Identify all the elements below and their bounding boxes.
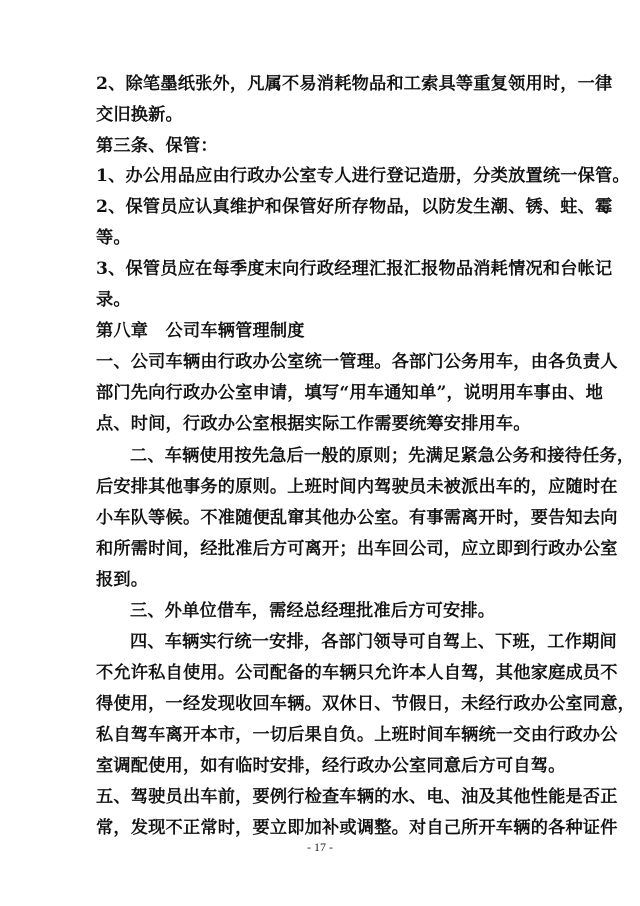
text-line: 2、保管员应认真维护和保管好所存物品，以防发生潮、锈、蛀、霉 bbox=[96, 197, 613, 217]
text-line: 部门先向行政办公室申请，填写“用车通知单”，说明用车事由、地 bbox=[96, 383, 604, 403]
text-line: 报到。 bbox=[96, 570, 149, 590]
text-line: 五、驾驶员出车前，要例行检查车辆的水、电、油及其他性能是否正 bbox=[96, 787, 618, 807]
text-line: 四、车辆实行统一安排，各部门领导可自驾上、下班，工作期间 bbox=[130, 632, 617, 652]
text-line: 点、时间，行政办公室根据实际工作需要统筹安排用车。 bbox=[96, 414, 531, 434]
text-line: 常，发现不正常时，要立即加补或调整。对自己所开车辆的各种证件 bbox=[96, 818, 618, 838]
page-number: - 17 - bbox=[307, 840, 333, 854]
text-line: 私自驾车离开本市，一切后果自负。上班时间车辆统一交由行政办公 bbox=[96, 725, 618, 745]
text-line: 室调配使用，如有临时安排，经行政办公室同意后方可自驾。 bbox=[96, 756, 566, 776]
text-line: 后安排其他事务的原则。上班时间内驾驶员未被派出车的，应随时在 bbox=[96, 477, 618, 497]
section-heading: 第三条、保管： bbox=[96, 136, 218, 156]
text-line: 1、办公用品应由行政办公室专人进行登记造册，分类放置统一保管。 bbox=[96, 166, 630, 186]
text-line: 等。 bbox=[96, 228, 131, 248]
text-line: 二、车辆使用按先急后一般的原则；先满足紧急公务和接待任务， bbox=[130, 446, 635, 466]
text-line: 2、除笔墨纸张外，凡属不易消耗物品和工索具等重复领用时，一律 bbox=[96, 74, 613, 94]
text-line: 录。 bbox=[96, 290, 131, 310]
chapter-heading: 第八章 公司车辆管理制度 bbox=[96, 321, 305, 341]
text-line: 三、外单位借车，需经总经理批准后方可安排。 bbox=[130, 601, 496, 621]
text-line: 不允许私自使用。公司配备的车辆只允许本人自驾，其他家庭成员不 bbox=[96, 663, 618, 683]
text-line: 和所需时间，经批准后方可离开；出车回公司，应立即到行政办公室 bbox=[96, 539, 618, 559]
text-line: 小车队等候。不准随便乱窜其他办公室。有事需离开时，要告知去向 bbox=[96, 508, 618, 528]
text-line: 得使用，一经发现收回车辆。双休日、节假日，未经行政办公室同意， bbox=[96, 694, 636, 714]
text-line: 一、公司车辆由行政办公室统一管理。各部门公务用车，由各负责人 bbox=[96, 352, 618, 372]
text-line: 3、保管员应在每季度末向行政经理汇报汇报物品消耗情况和台帐记 bbox=[96, 259, 613, 279]
text-line: 交旧换新。 bbox=[96, 105, 183, 125]
